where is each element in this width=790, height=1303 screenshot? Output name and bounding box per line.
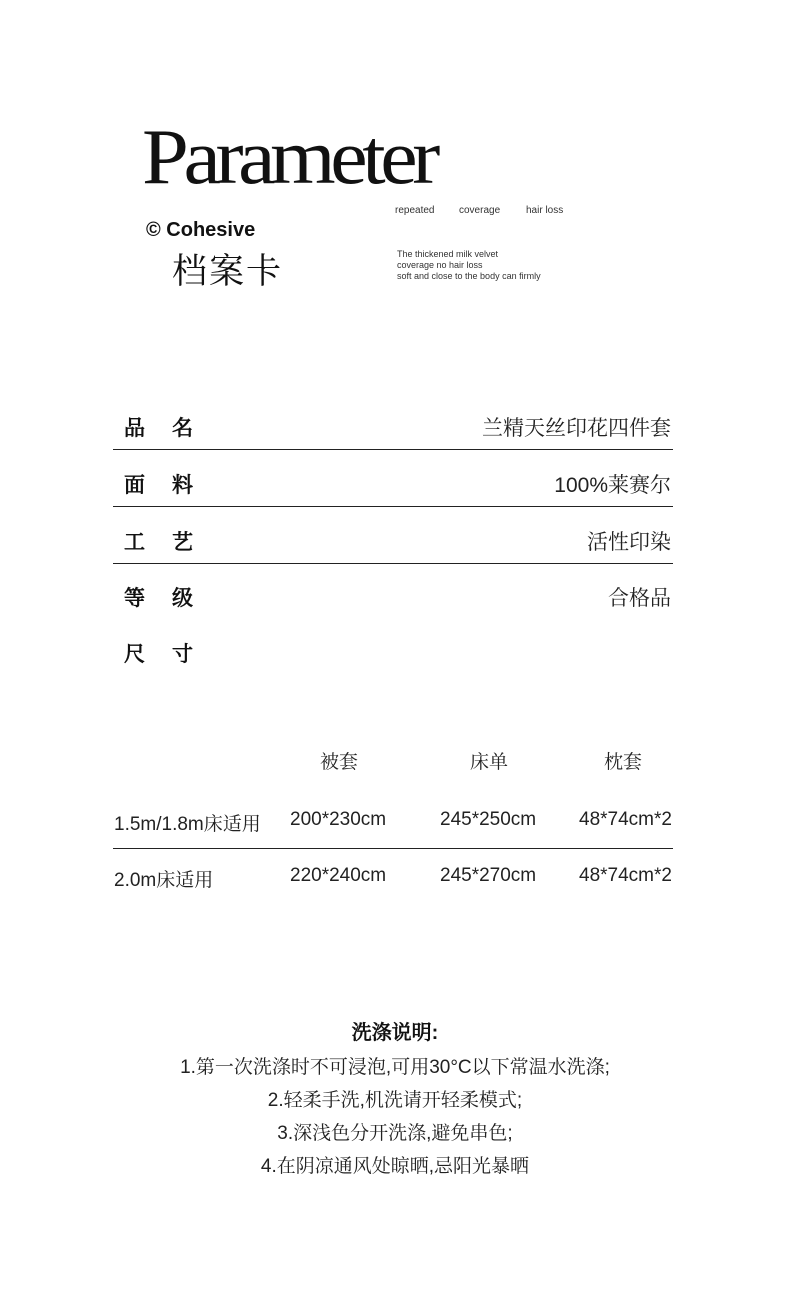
spec-row-process xyxy=(113,508,673,564)
table-cell-duvet: 220*240cm xyxy=(290,865,387,886)
description-line: soft and close to the body can firmly xyxy=(397,271,541,281)
table-header-duvet: 被套 xyxy=(320,752,359,773)
table-cell-bed: 2.0m床适用 xyxy=(114,870,214,891)
spec-value: 兰精天丝印花四件套 xyxy=(482,417,671,440)
table-cell-sheet: 245*250cm xyxy=(440,809,537,830)
spec-label: 等级 xyxy=(124,587,220,610)
table-cell-bed: 1.5m/1.8m床适用 xyxy=(114,814,261,835)
brand-name: © Cohesive xyxy=(146,219,256,241)
washing-item: 3.深浅色分开洗涤,避免串色; xyxy=(277,1123,513,1144)
page-title: Parameter xyxy=(142,113,435,200)
table-cell-pillow: 48*74cm*2 xyxy=(579,865,672,886)
table-cell-pillow: 48*74cm*2 xyxy=(579,809,672,830)
table-divider xyxy=(113,848,673,849)
table-cell-sheet: 245*270cm xyxy=(440,865,537,886)
brand-subtitle: 档案卡 xyxy=(172,252,284,291)
spec-row-grade xyxy=(113,564,673,620)
spec-row-size xyxy=(113,620,673,676)
table-cell-duvet: 200*230cm xyxy=(290,809,387,830)
tag-coverage: coverage xyxy=(459,205,501,216)
divider xyxy=(113,506,673,507)
washing-item: 1.第一次洗涤时不可浸泡,可用30°C以下常温水洗涤; xyxy=(180,1057,610,1078)
spec-label: 尺寸 xyxy=(124,643,220,666)
spec-value: 合格品 xyxy=(608,587,671,610)
spec-row-fabric xyxy=(113,451,673,507)
table-header-sheet: 床单 xyxy=(470,752,509,773)
washing-item: 2.轻柔手洗,机洗请开轻柔模式; xyxy=(267,1090,523,1111)
spec-value: 活性印染 xyxy=(587,531,671,554)
spec-label: 面料 xyxy=(124,474,220,497)
feature-tags xyxy=(395,205,563,216)
tag-hair-loss: hair loss xyxy=(526,205,564,216)
description-line: coverage no hair loss xyxy=(397,260,483,270)
product-description xyxy=(397,249,541,282)
description-line: The thickened milk velvet xyxy=(397,249,499,259)
spec-label: 品名 xyxy=(124,417,220,440)
washing-item: 4.在阴凉通风处晾晒,忌阳光暴晒 xyxy=(260,1156,530,1177)
spec-row-name xyxy=(113,394,673,450)
spec-label: 工艺 xyxy=(124,531,220,554)
tag-repeated: repeated xyxy=(395,205,435,216)
spec-value: 100%莱赛尔 xyxy=(554,474,671,497)
washing-title: 洗涤说明: xyxy=(351,1022,439,1044)
divider xyxy=(113,449,673,450)
table-header-pillow: 枕套 xyxy=(604,752,643,773)
